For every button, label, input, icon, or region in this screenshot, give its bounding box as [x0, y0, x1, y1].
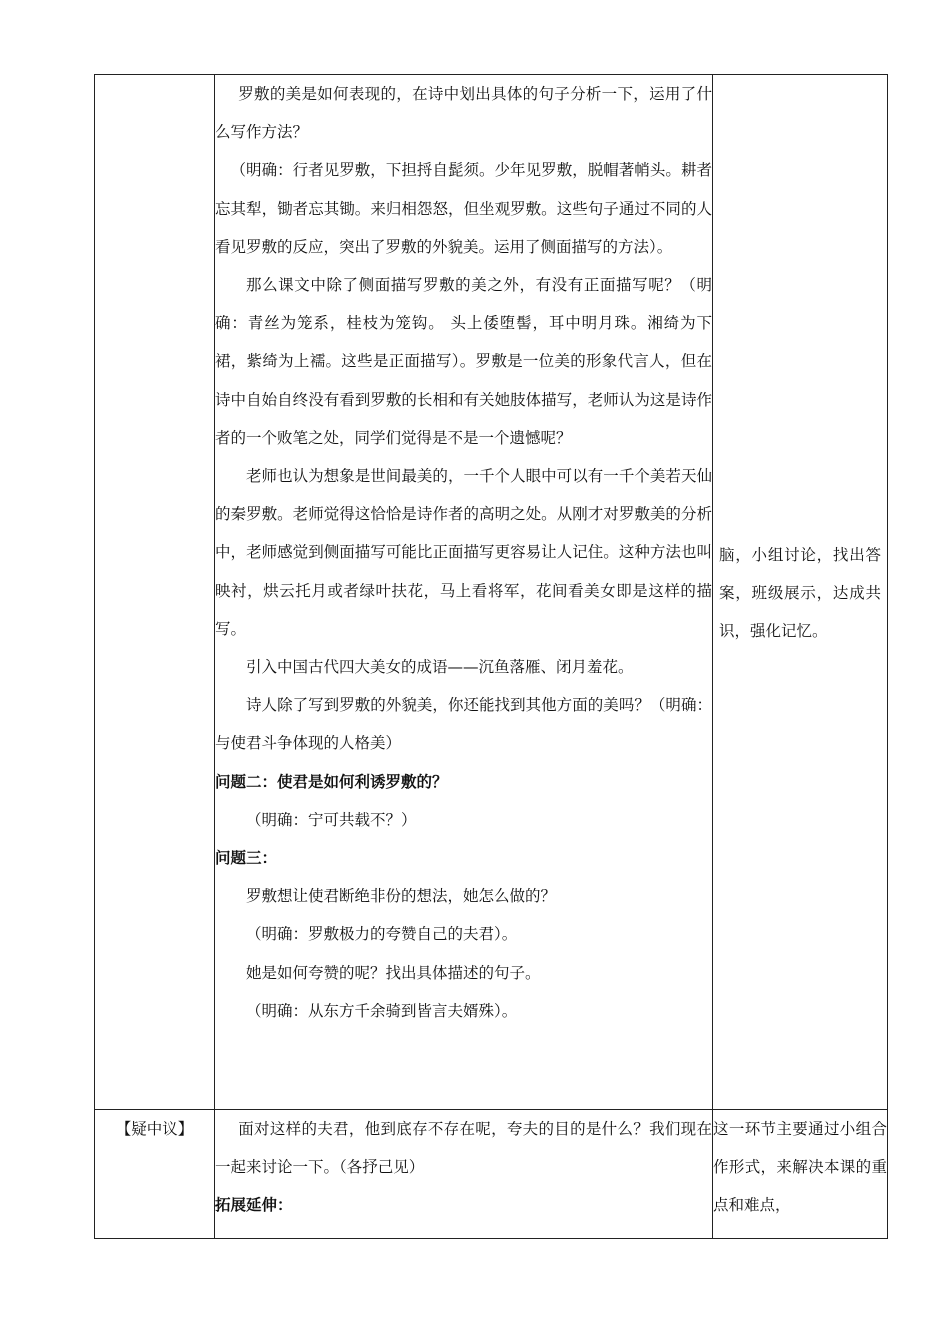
teaching-content-cell [215, 1110, 713, 1239]
design-intent-text: 这一环节主要通过小组合作形式，来解决本课的重点和难点， [713, 1120, 887, 1215]
teaching-content-cell [215, 75, 713, 1110]
table-row [95, 1110, 888, 1239]
stage-label-cell [95, 1110, 215, 1239]
stage-label: 【疑中议】 [115, 1120, 194, 1138]
design-intent-cell [713, 75, 888, 1110]
content-paragraph: 诗人除了写到罗敷的外貌美，你还能找到其他方面的美吗？（明确：与使君斗争体现的人格美） [215, 696, 712, 753]
content-paragraph: 罗敷的美是如何表现的，在诗中划出具体的句子分析一下，运用了什么写作方法？ [215, 85, 712, 142]
question-heading: 问题三： [215, 848, 278, 868]
content-paragraph: 老师也认为想象是世间最美的，一千个人眼中可以有一千个美若天仙的秦罗敷。老师觉得这恰恰是诗作者的高明之处。从刚才对罗敷美的分析中，老师感觉到侧面描写可能比正面描写更容易让人记住。这种方法也叫映衬，烘云托月或者绿叶扶花，马上看将军，花间看美女即是这样的描写。 [215, 467, 712, 638]
table-row [95, 75, 888, 1110]
content-paragraph: （明确：罗敷极力的夸赞自己的夫君）。 [246, 925, 518, 944]
content-paragraph: （明确：从东方千余骑到皆言夫婿殊）。 [246, 1001, 518, 1020]
design-intent-cell [713, 1110, 888, 1239]
section-heading: 拓展延伸： [215, 1195, 293, 1215]
content-paragraph: 她是如何夸赞的呢？找出具体描述的句子。 [246, 963, 541, 982]
lesson-plan-table [94, 74, 888, 1239]
stage-label-cell [95, 75, 215, 1110]
content-paragraph: 引入中国古代四大美女的成语——沉鱼落雁、闭月羞花。 [246, 658, 634, 677]
content-paragraph: 面对这样的夫君，他到底存不存在呢，夸夫的目的是什么？我们现在一起来讨论一下。（各抒己见） [215, 1120, 712, 1177]
design-intent-text: 脑，小组讨论，找出答案，班级展示，达成共识，强化记忆。 [719, 546, 881, 641]
content-paragraph: （明确：宁可共载不？） [246, 810, 417, 829]
content-paragraph: 那么课文中除了侧面描写罗敷的美之外，有没有正面描写呢？（明确：青丝为笼系，桂枝为笼钩。 头上倭堕髻，耳中明月珠。湘绮为下裙，紫绮为上襦。这些是正面描写）。罗敷是一位美的形象代言人，但在诗中自始自终没有看到罗敷的长相和有关她肢体描写，老师认为这是诗作者的一个败笔之处，同学们觉得是不是一个遗憾呢？ [215, 276, 712, 447]
content-paragraph: 罗敷想让使君断绝非份的想法，她怎么做的？ [246, 887, 557, 906]
content-paragraph: （明确：行者见罗敷，下担捋自髭须。少年见罗敷，脱帽著帩头。耕者忘其犁，锄者忘其锄。来归相怨怒，但坐观罗敷。这些句子通过不同的人看见罗敷的反应，突出了罗敷的外貌美。运用了侧面描写的方法）。 [215, 161, 712, 256]
question-heading: 问题二：使君是如何利诱罗敷的？ [215, 771, 448, 791]
